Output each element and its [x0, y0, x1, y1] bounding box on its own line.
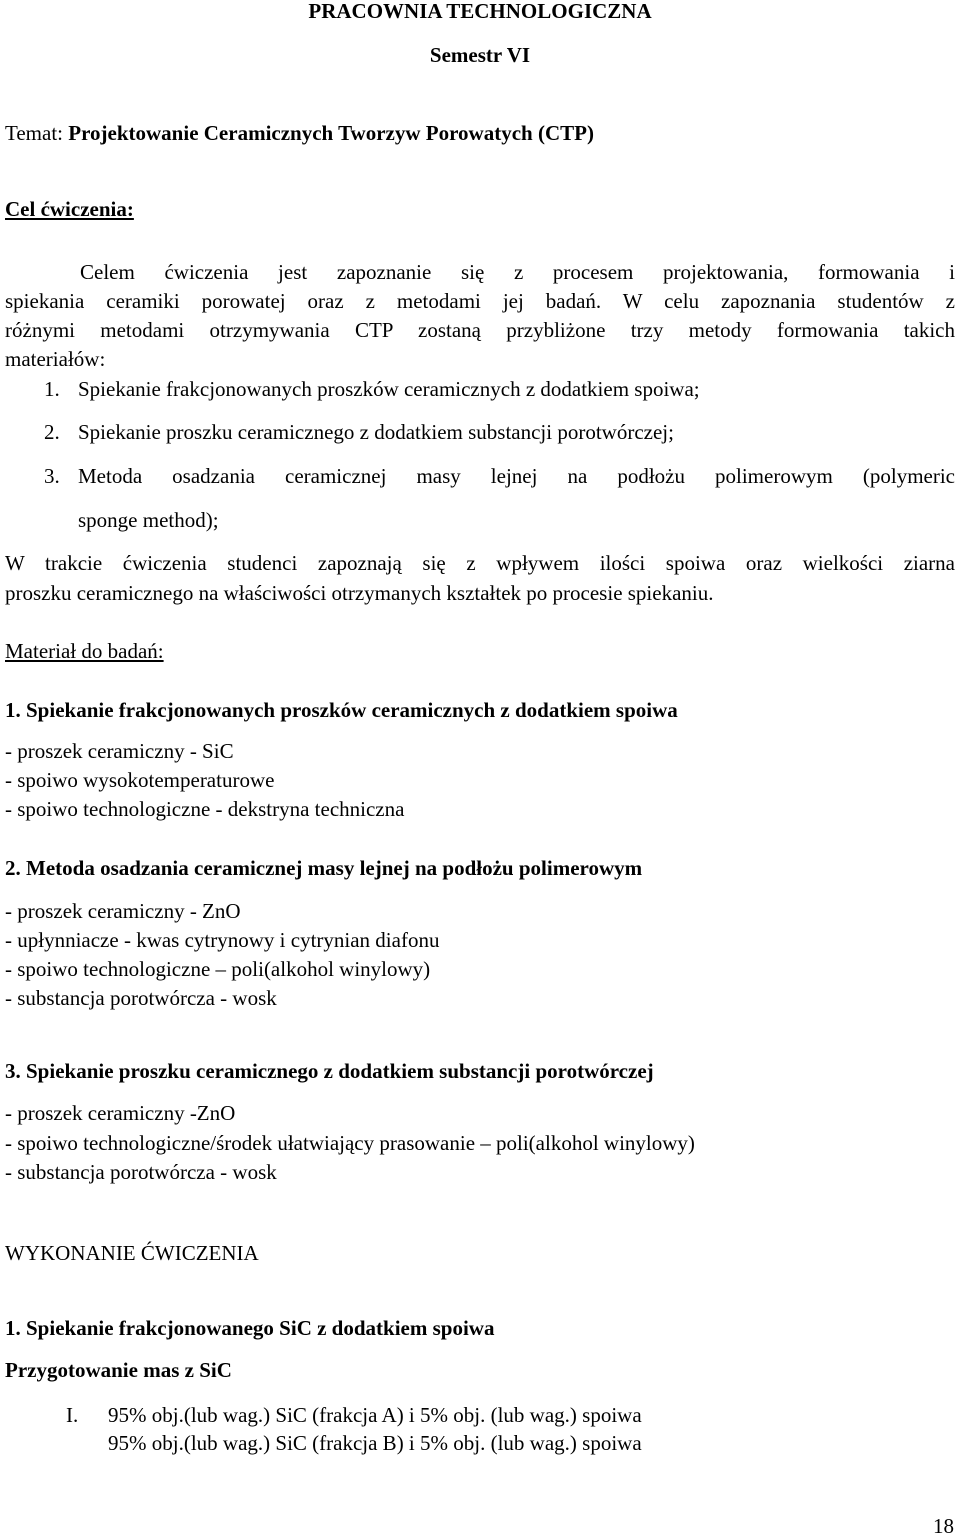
material-item: - proszek ceramiczny -ZnO: [5, 1101, 236, 1125]
material-item: - upłynniacze - kwas cytrynowy i cytrynian diafonu: [5, 928, 440, 952]
material-item: - substancja porotwórcza - wosk: [5, 1160, 277, 1184]
execution-step-title: 1. Spiekanie frakcjonowanego SiC z dodatkiem spoiwa: [5, 1316, 495, 1340]
page-number: 18: [933, 1514, 954, 1538]
semester-label: Semestr VI: [429, 43, 531, 67]
document-title: PRACOWNIA TECHNOLOGICZNA: [308, 0, 652, 23]
mix-line: 95% obj.(lub wag.) SiC (frakcja B) i 5% obj. (lub wag.) spoiwa: [108, 1431, 642, 1455]
goal-heading: Cel ćwiczenia:: [5, 197, 134, 221]
goal-paragraph-line-1: Celem ćwiczenia jest zapoznanie się z procesem projektowania, formowania i: [80, 260, 955, 284]
topic-value: Projektowanie Ceramicznych Tworzyw Porowatych (CTP): [68, 121, 594, 145]
method-number: 2.: [44, 420, 60, 444]
goal-paragraph-line-2: spiekania ceramiki porowatej oraz z metodami jej badań. W celu zapoznania studentów z: [5, 289, 955, 313]
materials-section-title: 2. Metoda osadzania ceramicznej masy lejnej na podłożu polimerowym: [5, 856, 643, 880]
materials-section-title: 1. Spiekanie frakcjonowanych proszków ceramicznych z dodatkiem spoiwa: [5, 698, 678, 722]
method-item: Spiekanie proszku ceramicznego z dodatkiem substancji porotwórczej;: [78, 420, 674, 444]
summary-line-2: proszku ceramicznego na właściwości otrzymanych kształtek po procesie spiekaniu.: [5, 581, 714, 605]
summary-line-1: W trakcie ćwiczenia studenci zapoznają się z wpływem ilości spoiwa oraz wielkości ziarna: [5, 551, 955, 575]
material-item: - substancja porotwórcza - wosk: [5, 986, 277, 1010]
topic-line: [5, 120, 594, 146]
material-item: - spoiwo wysokotemperaturowe: [5, 768, 275, 792]
method-item: Spiekanie frakcjonowanych proszków ceramicznych z dodatkiem spoiwa;: [78, 377, 700, 401]
method-number: 3.: [44, 464, 60, 488]
execution-heading: WYKONANIE ĆWICZENIA: [5, 1241, 259, 1265]
material-item: - proszek ceramiczny - SiC: [5, 739, 234, 763]
materials-section-title: 3. Spiekanie proszku ceramicznego z dodatkiem substancji porotwórczej: [5, 1059, 654, 1083]
method-item-continuation: sponge method);: [78, 508, 219, 532]
topic-label: Temat:: [5, 121, 64, 145]
goal-paragraph-line-3: różnymi metodami otrzymywania CTP zostaną przybliżone trzy metody formowania takich: [5, 318, 955, 342]
roman-numeral: I.: [66, 1403, 79, 1427]
execution-subtitle: Przygotowanie mas z SiC: [5, 1358, 232, 1382]
materials-heading: Materiał do badań:: [5, 639, 164, 663]
mix-line: 95% obj.(lub wag.) SiC (frakcja A) i 5% obj. (lub wag.) spoiwa: [108, 1403, 642, 1427]
material-item: - proszek ceramiczny - ZnO: [5, 899, 241, 923]
method-item: Metoda osadzania ceramicznej masy lejnej na podłożu polimerowym (polymeric: [78, 464, 955, 488]
material-item: - spoiwo technologiczne - dekstryna techniczna: [5, 797, 405, 821]
material-item: - spoiwo technologiczne – poli(alkohol winylowy): [5, 957, 431, 981]
material-item: - spoiwo technologiczne/środek ułatwiający prasowanie – poli(alkohol winylowy): [5, 1131, 695, 1155]
method-number: 1.: [44, 377, 60, 401]
goal-paragraph-line-4: materiałów:: [5, 347, 106, 371]
